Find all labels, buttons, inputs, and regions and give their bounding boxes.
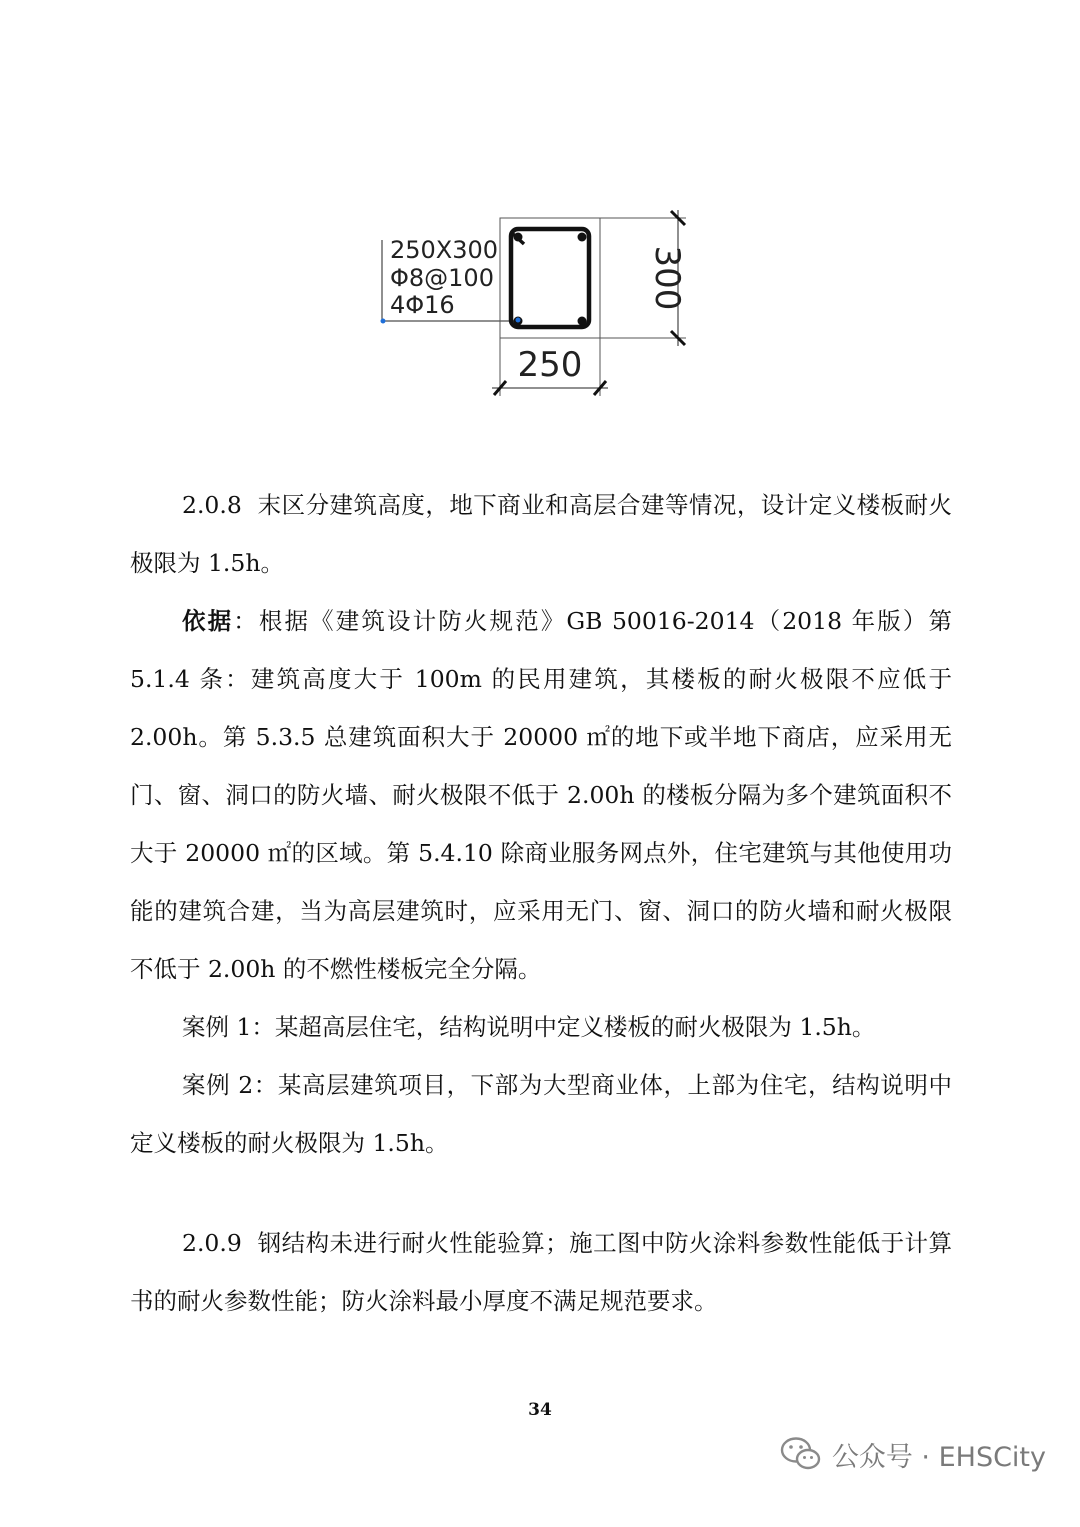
section-2-0-8 — [130, 476, 952, 592]
leader-start-point — [381, 319, 386, 324]
section-number: 2.0.9 — [182, 1229, 242, 1257]
basis-paragraph — [130, 592, 952, 998]
height-dimension-text: 300 — [647, 245, 687, 311]
case-1: 案例 1：某超高层住宅，结构说明中定义楼板的耐火极限为 1.5h。 — [182, 1013, 876, 1041]
watermark-text: 公众号 · EHSCity — [831, 1441, 1046, 1473]
case-2: 案例 2：某高层建筑项目，下部为大型商业体，上部为住宅，结构说明中定义楼板的耐火极限为 1.5h。 — [130, 1071, 952, 1157]
section-size-label: 250X300 — [390, 236, 499, 264]
basis-text: ：根据《建筑设计防火规范》GB 50016-2014（2018 年版）第 5.1.4 条：建筑高度大于 100m 的民用建筑，其楼板的耐火极限不应低于 2.00h。第 5.3.5 总建筑面积大于 20000 ㎡的地下或半地下商店，应采用无门、窗、洞口的防火墙、耐火极限不低于 2.00h 的楼板分隔为多个建筑面积不大于 20000 ㎡的区域。第 5.4.10 除商业服务网点外，住宅建筑与其他使用功能的建筑合建，当为高层建筑时，应采用无门、窗、洞口的防火墙和耐火极限不低于 2.00h 的不燃性楼板完全分隔。 — [130, 607, 952, 983]
basis-label: 依据 — [182, 607, 234, 635]
section-number: 2.0.8 — [182, 491, 242, 519]
rebar — [578, 233, 587, 242]
section-text: 钢结构未进行耐火性能验算；施工图中防火涂料参数性能低于计算书的耐火参数性能；防火涂料最小厚度不满足规范要求。 — [130, 1229, 952, 1315]
wechat-icon — [780, 1436, 822, 1472]
watermark — [780, 1434, 1046, 1474]
width-dimension-text: 250 — [517, 345, 583, 385]
page-number: 34 — [528, 1400, 552, 1420]
column-section-drawing — [370, 200, 700, 420]
rebar-label: 4Φ16 — [390, 291, 455, 319]
rebar — [578, 317, 587, 326]
rebar — [514, 233, 523, 242]
stirrup-label: Φ8@100 — [390, 264, 494, 292]
section-text: 末区分建筑高度，地下商业和高层合建等情况，设计定义楼板耐火极限为 1.5h。 — [130, 491, 952, 577]
leader-end-point — [516, 318, 521, 323]
section-2-0-9 — [130, 1214, 952, 1330]
